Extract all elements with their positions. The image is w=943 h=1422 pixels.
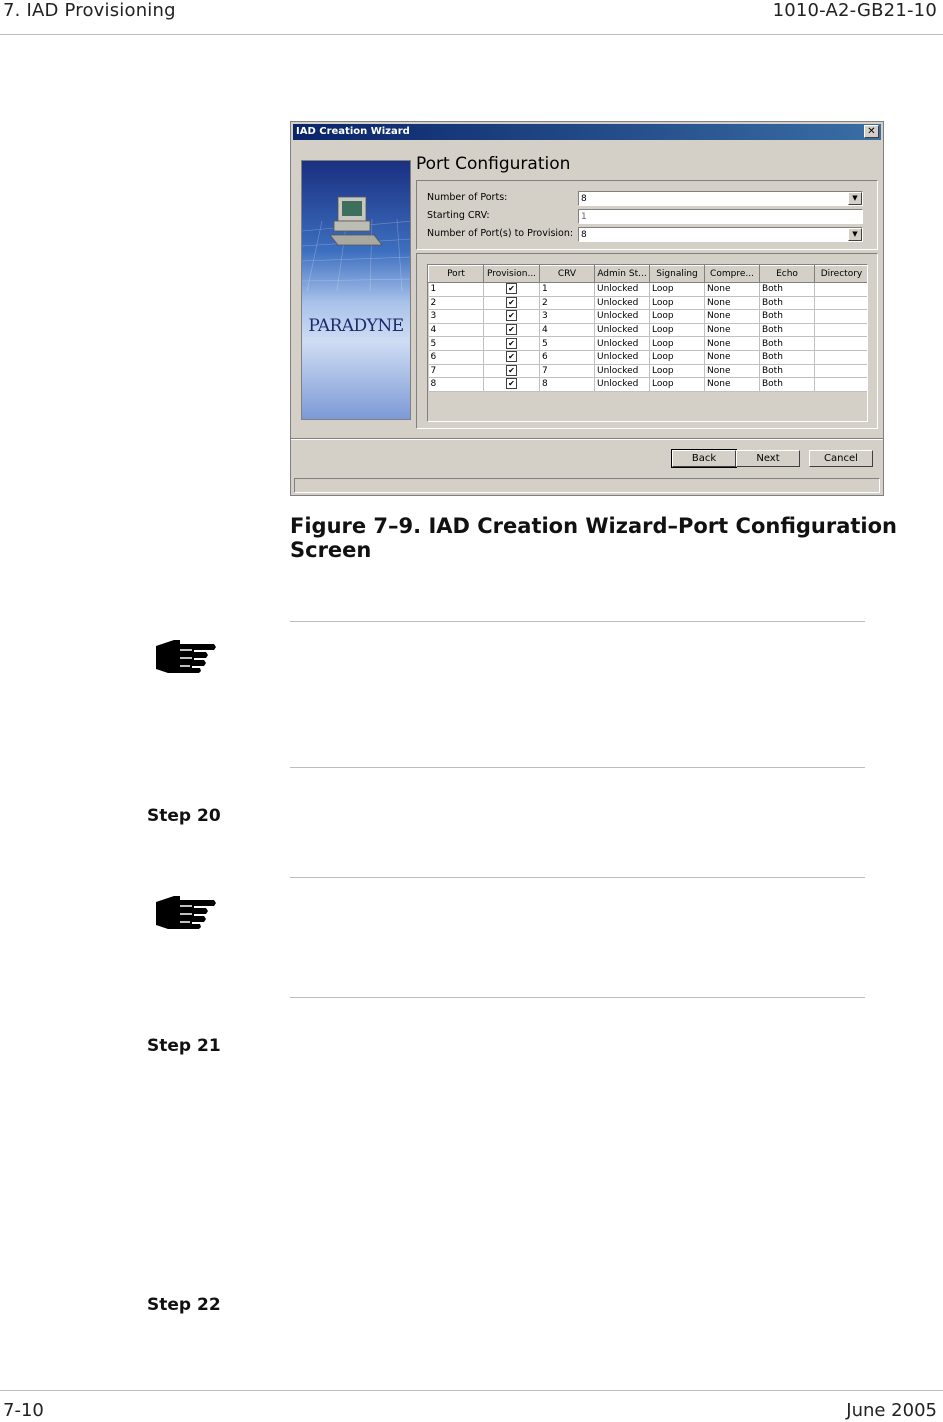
note-rule (290, 997, 865, 998)
column-header[interactable]: Provision... (484, 266, 540, 283)
cell-admin[interactable]: Unlocked (595, 296, 650, 310)
provision-cell[interactable] (484, 364, 540, 378)
cell-echo[interactable]: Both (760, 378, 815, 392)
button-bar-separator (291, 438, 883, 440)
cell-crv[interactable]: 5 (540, 337, 595, 351)
cell-signaling[interactable]: Loop (650, 364, 705, 378)
step-label: Step 22 (147, 1295, 221, 1315)
column-header[interactable]: Port (429, 266, 484, 283)
running-header-left: 7. IAD Provisioning (3, 0, 176, 21)
cell-directory[interactable] (815, 337, 869, 351)
next-button[interactable]: Next (736, 450, 800, 467)
pane-title: Port Configuration (416, 154, 571, 174)
cell-compression[interactable]: None (705, 350, 760, 364)
cell-admin[interactable]: Unlocked (595, 350, 650, 364)
cell-admin[interactable]: Unlocked (595, 364, 650, 378)
wizard-side-image (301, 160, 411, 420)
table-row[interactable] (429, 323, 869, 337)
cell-directory[interactable] (815, 350, 869, 364)
num-ports-select[interactable] (578, 191, 863, 206)
running-header-right: 1010-A2-GB21-10 (772, 0, 937, 21)
cell-compression[interactable]: None (705, 323, 760, 337)
cell-port[interactable]: 1 (429, 283, 484, 297)
close-icon[interactable]: ✕ (864, 125, 879, 138)
window-title: IAD Creation Wizard (296, 126, 410, 137)
step-label: Step 20 (147, 806, 221, 826)
table-row[interactable] (429, 337, 869, 351)
back-button[interactable]: Back (672, 450, 736, 467)
num-provision-label: Number of Port(s) to Provision: (427, 228, 574, 239)
cell-echo[interactable]: Both (760, 337, 815, 351)
port-table-group (416, 253, 878, 429)
computer-icon (302, 161, 411, 420)
paradyne-logo: PARADYNE (308, 316, 404, 336)
cell-directory[interactable] (815, 323, 869, 337)
cell-echo[interactable]: Both (760, 310, 815, 324)
provision-cell[interactable] (484, 283, 540, 297)
table-header-row (429, 266, 869, 283)
port-table-container (427, 264, 868, 422)
cell-signaling[interactable]: Loop (650, 310, 705, 324)
provision-checkbox[interactable]: ✔ (506, 365, 517, 376)
note-rule (290, 621, 865, 622)
starting-crv-field[interactable] (578, 209, 863, 224)
column-header[interactable]: Directory (815, 266, 869, 283)
cell-crv[interactable]: 1 (540, 283, 595, 297)
wizard-window (290, 121, 884, 496)
provision-cell[interactable] (484, 337, 540, 351)
cell-directory[interactable] (815, 310, 869, 324)
provision-cell[interactable] (484, 350, 540, 364)
port-table (428, 265, 868, 391)
pointing-hand-icon (154, 636, 218, 674)
cell-crv[interactable]: 8 (540, 378, 595, 392)
cell-signaling[interactable]: Loop (650, 323, 705, 337)
provision-checkbox[interactable]: ✔ (506, 283, 517, 294)
cell-echo[interactable]: Both (760, 350, 815, 364)
table-row[interactable] (429, 310, 869, 324)
cell-signaling[interactable]: Loop (650, 378, 705, 392)
provision-checkbox[interactable]: ✔ (506, 351, 517, 362)
provision-checkbox[interactable]: ✔ (506, 297, 517, 308)
cell-admin[interactable]: Unlocked (595, 283, 650, 297)
cell-directory[interactable] (815, 364, 869, 378)
provision-checkbox[interactable]: ✔ (506, 310, 517, 321)
cell-port[interactable]: 8 (429, 378, 484, 392)
cell-port[interactable]: 7 (429, 364, 484, 378)
chevron-down-icon[interactable]: ▼ (848, 228, 862, 241)
cell-compression[interactable]: None (705, 283, 760, 297)
cell-admin[interactable]: Unlocked (595, 310, 650, 324)
table-row[interactable] (429, 350, 869, 364)
cell-directory[interactable] (815, 283, 869, 297)
table-row[interactable] (429, 283, 869, 297)
cell-port[interactable]: 2 (429, 296, 484, 310)
table-row[interactable] (429, 378, 869, 392)
port-settings-group (416, 180, 878, 250)
num-provision-select[interactable] (578, 227, 863, 242)
page-number: 7-10 (3, 1400, 44, 1421)
note-rule (290, 767, 865, 768)
column-header[interactable]: Echo (760, 266, 815, 283)
num-ports-label: Number of Ports: (427, 192, 508, 203)
cell-echo[interactable]: Both (760, 296, 815, 310)
cell-compression[interactable]: None (705, 296, 760, 310)
figure-caption: Figure 7–9. IAD Creation Wizard–Port Configuration Screen (290, 514, 898, 562)
cell-crv[interactable]: 7 (540, 364, 595, 378)
chevron-down-icon[interactable]: ▼ (848, 192, 862, 205)
cell-crv[interactable]: 6 (540, 350, 595, 364)
column-header[interactable]: Admin St... (595, 266, 650, 283)
cell-signaling[interactable]: Loop (650, 337, 705, 351)
pointing-hand-icon (154, 892, 218, 930)
table-row[interactable] (429, 296, 869, 310)
column-header[interactable]: CRV (540, 266, 595, 283)
provision-cell[interactable] (484, 378, 540, 392)
provision-cell[interactable] (484, 310, 540, 324)
provision-cell[interactable] (484, 296, 540, 310)
cell-directory[interactable] (815, 378, 869, 392)
cell-port[interactable]: 3 (429, 310, 484, 324)
window-titlebar (293, 124, 881, 140)
cell-compression[interactable]: None (705, 337, 760, 351)
num-provision-value: 8 (581, 230, 587, 240)
header-rule (0, 34, 943, 35)
cell-echo[interactable]: Both (760, 323, 815, 337)
cell-signaling[interactable]: Loop (650, 283, 705, 297)
cell-echo[interactable]: Both (760, 283, 815, 297)
table-row[interactable] (429, 364, 869, 378)
cell-crv[interactable]: 4 (540, 323, 595, 337)
cell-echo[interactable]: Both (760, 364, 815, 378)
cell-signaling[interactable]: Loop (650, 350, 705, 364)
column-header[interactable]: Signaling (650, 266, 705, 283)
cell-directory[interactable] (815, 296, 869, 310)
column-header[interactable]: Compre... (705, 266, 760, 283)
cell-admin[interactable]: Unlocked (595, 337, 650, 351)
status-bar (294, 478, 880, 493)
footer-rule (0, 1390, 943, 1391)
cell-compression[interactable]: None (705, 378, 760, 392)
cell-port[interactable]: 4 (429, 323, 484, 337)
step-label: Step 21 (147, 1036, 221, 1056)
cell-admin[interactable]: Unlocked (595, 378, 650, 392)
provision-cell[interactable] (484, 323, 540, 337)
cancel-button[interactable]: Cancel (809, 450, 873, 467)
cell-admin[interactable]: Unlocked (595, 323, 650, 337)
cell-crv[interactable]: 3 (540, 310, 595, 324)
starting-crv-value: 1 (581, 212, 587, 222)
cell-port[interactable]: 6 (429, 350, 484, 364)
publication-date: June 2005 (846, 1400, 937, 1421)
cell-compression[interactable]: None (705, 310, 760, 324)
starting-crv-label: Starting CRV: (427, 210, 490, 221)
cell-signaling[interactable]: Loop (650, 296, 705, 310)
cell-compression[interactable]: None (705, 364, 760, 378)
provision-checkbox[interactable]: ✔ (506, 338, 517, 349)
provision-checkbox[interactable]: ✔ (506, 378, 517, 389)
cell-port[interactable]: 5 (429, 337, 484, 351)
cell-crv[interactable]: 2 (540, 296, 595, 310)
provision-checkbox[interactable]: ✔ (506, 324, 517, 335)
num-ports-value: 8 (581, 194, 587, 204)
note-rule (290, 877, 865, 878)
